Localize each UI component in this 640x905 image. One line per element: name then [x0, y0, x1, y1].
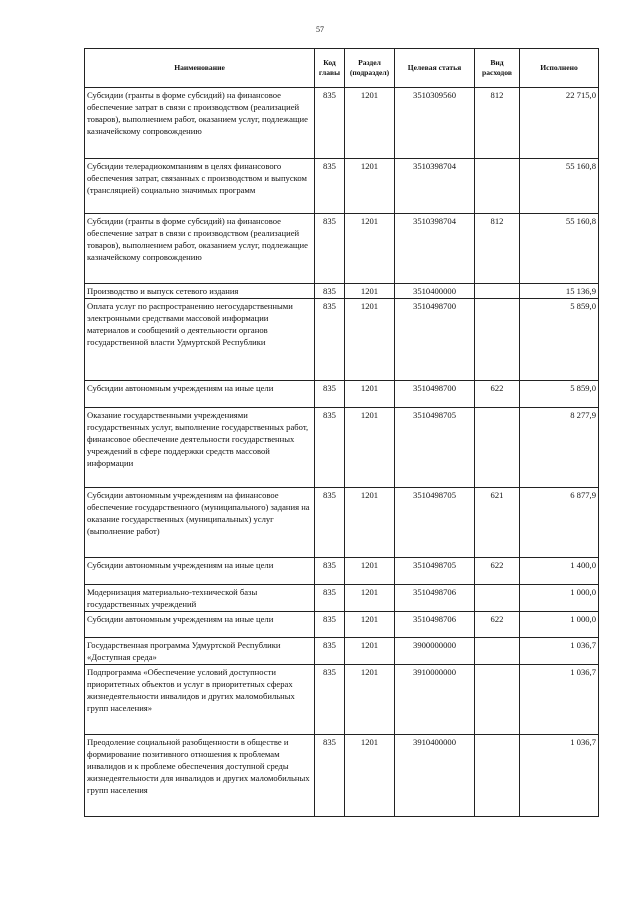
- row-done: 1 000,0: [520, 585, 599, 612]
- row-name: Субсидии автономным учреждениям на иные цели: [85, 612, 315, 638]
- row-code: 835: [315, 381, 345, 408]
- header-code: Код главы: [315, 49, 345, 88]
- table-row: [85, 299, 599, 381]
- row-done: 5 859,0: [520, 381, 599, 408]
- row-type: [475, 735, 520, 817]
- row-done: 1 400,0: [520, 558, 599, 585]
- row-name: Оплата услуг по распространению негосударственными электронными средствами массовой информации материалов и сообщений о деятельности органов государственной власти Удмуртской Республики: [85, 299, 315, 381]
- row-type: 622: [475, 381, 520, 408]
- row-done: 5 859,0: [520, 299, 599, 381]
- table-row: [85, 214, 599, 284]
- row-name: Производство и выпуск сетевого издания: [85, 284, 315, 299]
- row-section: 1201: [345, 665, 395, 735]
- row-target: 3510498705: [395, 408, 475, 488]
- row-target: 3910400000: [395, 735, 475, 817]
- row-type: 622: [475, 612, 520, 638]
- header-name: Наименование: [85, 49, 315, 88]
- header-target: Целевая статья: [395, 49, 475, 88]
- row-type: 622: [475, 558, 520, 585]
- row-target: 3910000000: [395, 665, 475, 735]
- row-name: Субсидии автономным учреждениям на иные цели: [85, 558, 315, 585]
- row-code: 835: [315, 665, 345, 735]
- row-target: 3510498706: [395, 612, 475, 638]
- row-type: [475, 284, 520, 299]
- row-code: 835: [315, 488, 345, 558]
- row-name: Субсидии (гранты в форме субсидий) на финансовое обеспечение затрат в связи с производством (реализацией товаров), выполнением работ, оказанием услуг, подлежащие казначейскому сопровождению: [85, 88, 315, 159]
- table-row: [85, 638, 599, 665]
- row-name: Подпрограмма «Обеспечение условий доступности приоритетных объектов и услуг в приоритетных сферах жизнедеятельности инвалидов и других маломобильных групп населения»: [85, 665, 315, 735]
- row-code: 835: [315, 284, 345, 299]
- header-type: Вид расходов: [475, 49, 520, 88]
- row-target: 3510498705: [395, 488, 475, 558]
- row-done: 55 160,8: [520, 159, 599, 214]
- row-done: 1 036,7: [520, 735, 599, 817]
- row-name: Оказание государственными учреждениями государственных услуг, выполнение государственных работ, финансовое обеспечение деятельности государственных учреждений в сфере поддержки средств массовой информации: [85, 408, 315, 488]
- row-section: 1201: [345, 638, 395, 665]
- row-section: 1201: [345, 159, 395, 214]
- header-section: Раздел (подраздел): [345, 49, 395, 88]
- row-name: Субсидии телерадиокомпаниям в целях финансового обеспечения затрат, связанных с производством и выпуском (трансляцией) социально значимых программ: [85, 159, 315, 214]
- row-type: [475, 159, 520, 214]
- row-type: 621: [475, 488, 520, 558]
- row-code: 835: [315, 408, 345, 488]
- row-code: 835: [315, 214, 345, 284]
- row-done: 8 277,9: [520, 408, 599, 488]
- row-done: 1 036,7: [520, 638, 599, 665]
- row-name: Модернизация материально-технической базы государственных учреждений: [85, 585, 315, 612]
- row-done: 15 136,9: [520, 284, 599, 299]
- row-done: 55 160,8: [520, 214, 599, 284]
- row-code: 835: [315, 638, 345, 665]
- row-section: 1201: [345, 284, 395, 299]
- row-type: [475, 585, 520, 612]
- row-section: 1201: [345, 299, 395, 381]
- row-name: Субсидии автономным учреждениям на иные цели: [85, 381, 315, 408]
- table-row: [85, 735, 599, 817]
- row-done: 6 877,9: [520, 488, 599, 558]
- row-name: Преодоление социальной разобщенности в обществе и формирование позитивного отношения к проблемам инвалидов и к проблеме обеспечения доступной среды жизнедеятельности для инвалидов и других маломобильных групп населения: [85, 735, 315, 817]
- row-target: 3510498705: [395, 558, 475, 585]
- budget-table: [84, 48, 599, 817]
- row-target: 3510498706: [395, 585, 475, 612]
- header-done: Исполнено: [520, 49, 599, 88]
- row-code: 835: [315, 612, 345, 638]
- row-type: 812: [475, 214, 520, 284]
- table-row: [85, 88, 599, 159]
- row-type: 812: [475, 88, 520, 159]
- row-section: 1201: [345, 408, 395, 488]
- row-name: Субсидии (гранты в форме субсидий) на финансовое обеспечение затрат в связи с производством (реализацией товаров), выполнением работ, оказанием услуг, подлежащие казначейскому сопровождению: [85, 214, 315, 284]
- table-row: [85, 488, 599, 558]
- row-section: 1201: [345, 612, 395, 638]
- row-code: 835: [315, 585, 345, 612]
- row-done: 22 715,0: [520, 88, 599, 159]
- row-section: 1201: [345, 488, 395, 558]
- table-header-row: [85, 49, 599, 88]
- row-code: 835: [315, 299, 345, 381]
- row-target: 3510398704: [395, 159, 475, 214]
- table-row: [85, 612, 599, 638]
- table-row: [85, 284, 599, 299]
- row-target: 3510498700: [395, 381, 475, 408]
- row-target: 3510498700: [395, 299, 475, 381]
- table-row: [85, 558, 599, 585]
- table-row: [85, 159, 599, 214]
- row-code: 835: [315, 88, 345, 159]
- table-row: [85, 408, 599, 488]
- page-number: 57: [316, 25, 324, 34]
- row-name: Субсидии автономным учреждениям на финансовое обеспечение государственного (муниципального) задания на оказание государственных (муниципальных) услуг (выполнение работ): [85, 488, 315, 558]
- table-row: [85, 665, 599, 735]
- table-row: [85, 585, 599, 612]
- row-code: 835: [315, 735, 345, 817]
- row-target: 3510400000: [395, 284, 475, 299]
- row-name: Государственная программа Удмуртской Республики «Доступная среда»: [85, 638, 315, 665]
- row-target: 3510398704: [395, 214, 475, 284]
- row-target: 3510309560: [395, 88, 475, 159]
- row-section: 1201: [345, 381, 395, 408]
- row-code: 835: [315, 159, 345, 214]
- row-done: 1 036,7: [520, 665, 599, 735]
- row-section: 1201: [345, 585, 395, 612]
- row-type: [475, 299, 520, 381]
- row-section: 1201: [345, 735, 395, 817]
- row-section: 1201: [345, 88, 395, 159]
- row-type: [475, 638, 520, 665]
- row-target: 3900000000: [395, 638, 475, 665]
- row-section: 1201: [345, 214, 395, 284]
- row-code: 835: [315, 558, 345, 585]
- table-row: [85, 381, 599, 408]
- row-type: [475, 408, 520, 488]
- row-done: 1 000,0: [520, 612, 599, 638]
- row-type: [475, 665, 520, 735]
- row-section: 1201: [345, 558, 395, 585]
